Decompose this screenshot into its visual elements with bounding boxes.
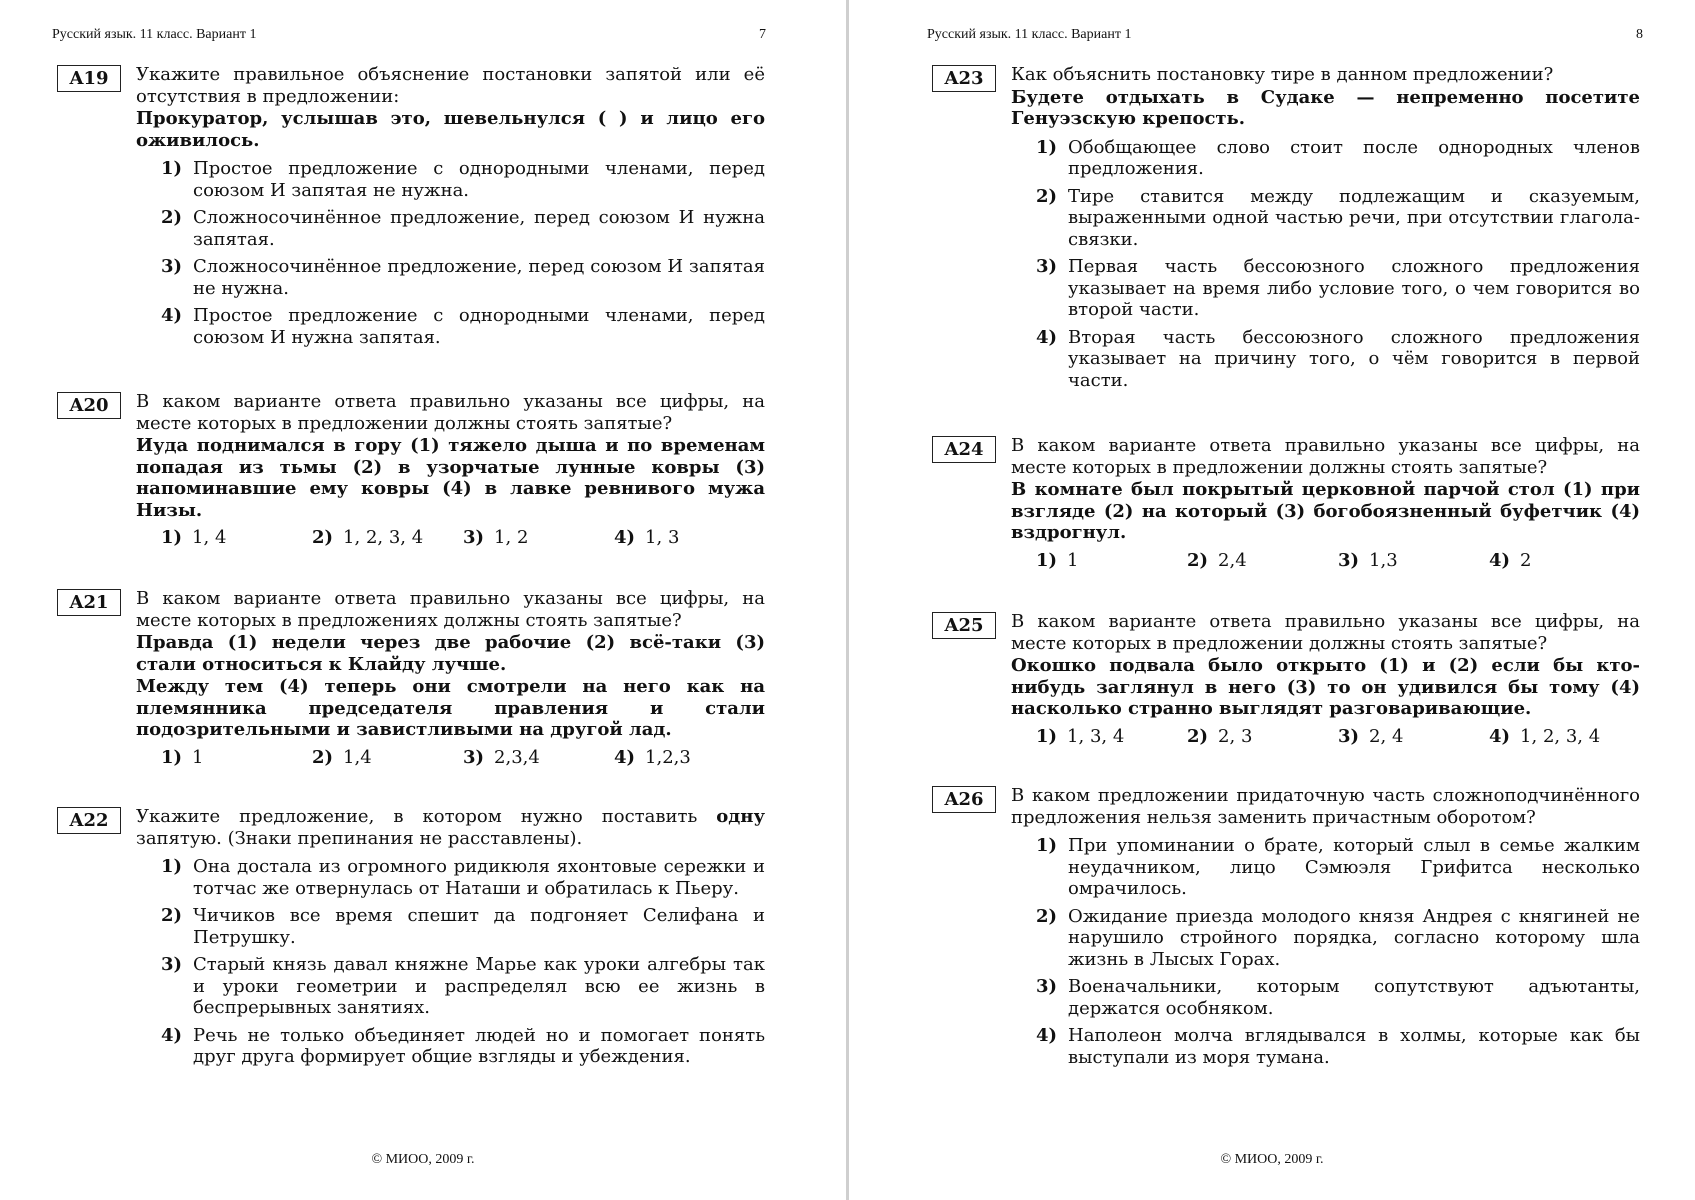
- option-number: 2): [1036, 185, 1058, 207]
- page-number: 7: [759, 27, 766, 42]
- option-number: 2): [312, 746, 334, 768]
- page-footer: © МИОО, 2009 г.: [1220, 1152, 1324, 1167]
- option-number: 4): [161, 1024, 183, 1046]
- answer-option[interactable]: [1036, 726, 1187, 748]
- answer-option[interactable]: [161, 747, 312, 769]
- answer-option[interactable]: [463, 527, 614, 549]
- option-text: 2, 4: [1369, 725, 1404, 747]
- option-number: 4): [1489, 549, 1511, 571]
- answer-option[interactable]: [1489, 550, 1640, 572]
- option-text: Она достала из огромного ридикюля яхонтовые сережки и тотчас же отвернулась от Наташи и обратилась к Пьеру.: [193, 856, 765, 899]
- option-text: Простое предложение с однородными членами, перед союзом И запятая не нужна.: [193, 158, 765, 201]
- answer-options-row: [136, 527, 765, 549]
- option-text: 2, 3: [1218, 725, 1253, 747]
- option-number: 3): [1036, 256, 1058, 277]
- header-title: Русский язык. 11 класс. Вариант 1: [52, 27, 257, 42]
- option-text: 1: [1067, 549, 1079, 571]
- answer-option[interactable]: [136, 856, 765, 899]
- page-header: [52, 27, 766, 43]
- option-number: 3): [1338, 549, 1360, 571]
- option-text: Старый князь давал княжне Марье как уроки алгебры так и уроки геометрии и распределял всю ее жизнь в беспрерывных занятиях.: [193, 954, 765, 1018]
- option-number: 2): [1187, 725, 1209, 747]
- task-number: A19: [57, 65, 121, 92]
- question-emphasis: одну: [716, 806, 765, 827]
- option-number: 3): [1338, 725, 1360, 747]
- header-title: Русский язык. 11 класс. Вариант 1: [927, 27, 1132, 42]
- option-text: Сложносочинённое предложение, перед союзом И запятая не нужна.: [193, 256, 765, 299]
- option-text: Военачальники, которым сопутствуют адъютанты, держатся особняком.: [1068, 976, 1640, 1019]
- page-left: [0, 0, 846, 1200]
- answer-option[interactable]: [1011, 327, 1640, 392]
- answer-option[interactable]: [136, 158, 765, 201]
- option-text: 1, 3: [645, 527, 680, 548]
- page-footer: © МИОО, 2009 г.: [371, 1152, 475, 1167]
- answer-option[interactable]: [1187, 726, 1338, 748]
- option-number: 1): [161, 527, 183, 548]
- option-number: 1): [161, 856, 183, 877]
- option-text: 1, 2: [494, 527, 529, 548]
- option-text: 1,4: [343, 746, 372, 768]
- task-sentence: Правда (1) недели через две рабочие (2) всё-таки (3) стали относиться к Клайду лучше.: [136, 632, 765, 675]
- option-text: 2: [1520, 549, 1532, 571]
- task-a20: [57, 391, 765, 549]
- option-number: 1): [1036, 725, 1058, 747]
- answer-option[interactable]: [1011, 186, 1640, 251]
- option-text: Тире ставится между подлежащим и сказуемым, выраженными одной частью речи, при отсутствии глагола-связки.: [1068, 185, 1640, 250]
- task-sentence: Прокуратор, услышав это, шевельнулся ( ) и лицо его оживилось.: [136, 108, 765, 151]
- answer-option[interactable]: [136, 256, 765, 299]
- answer-option[interactable]: [1011, 137, 1640, 180]
- option-text: Сложносочинённое предложение, перед союзом И нужна запятая.: [193, 207, 765, 250]
- answer-option[interactable]: [1338, 550, 1489, 572]
- option-text: При упоминании о брате, который слыл в семье жалким неудачником, лицо Сэмюэля Грифитса несколько омрачилось.: [1068, 835, 1640, 899]
- answer-option[interactable]: [136, 954, 765, 1019]
- page-number: 8: [1636, 27, 1643, 42]
- answer-option[interactable]: [312, 747, 463, 769]
- option-text: 2,3,4: [494, 746, 540, 768]
- answer-option[interactable]: [1036, 550, 1187, 572]
- question-text: Укажите предложение, в котором нужно поставить: [136, 806, 698, 827]
- option-number: 4): [1036, 326, 1058, 348]
- answer-option[interactable]: [1338, 726, 1489, 748]
- answer-option[interactable]: [614, 747, 765, 769]
- task-a25: [932, 611, 1640, 747]
- option-text: Наполеон молча вглядывался в холмы, которые как бы выступали из моря тумана.: [1068, 1025, 1640, 1068]
- option-number: 2): [161, 905, 183, 926]
- task-number: A24: [932, 436, 996, 463]
- task-question: В каком предложении придаточную часть сложноподчинённого предложения нельзя заменить причастным оборотом?: [1011, 785, 1640, 828]
- answer-option[interactable]: [1011, 976, 1640, 1019]
- option-number: 4): [161, 305, 183, 326]
- option-number: 4): [614, 746, 636, 768]
- option-number: 2): [1036, 905, 1058, 927]
- task-sentence-2: Между тем (4) теперь они смотрели на него как на племянника председателя правления и стали подозрительными и завистливыми на другой лад.: [136, 676, 765, 740]
- answer-option[interactable]: [312, 527, 463, 549]
- option-text: 1, 2, 3, 4: [1520, 725, 1601, 747]
- option-number: 3): [161, 954, 183, 975]
- option-text: Чичиков все время спешит да подгоняет Селифана и Петрушку.: [193, 905, 765, 948]
- option-number: 1): [1036, 549, 1058, 571]
- option-number: 3): [463, 746, 485, 768]
- option-number: 2): [1187, 549, 1209, 571]
- answer-option[interactable]: [1011, 1025, 1640, 1068]
- option-number: 4): [1036, 1025, 1058, 1046]
- answer-option[interactable]: [161, 527, 312, 549]
- task-question: В каком варианте ответа правильно указаны все цифры, на месте которых в предложениях должны стоять запятые?: [136, 588, 765, 631]
- task-sentence: Будете отдыхать в Судаке — непременно посетите Генуэзскую крепость.: [1011, 86, 1640, 129]
- answer-option[interactable]: [136, 1025, 765, 1068]
- option-number: 1): [1036, 835, 1058, 856]
- task-sentence: Окошко подвала было открыто (1) и (2) если бы кто-нибудь заглянул в него (3) то он удивился бы тому (4) насколько странно выглядят разговаривающие.: [1011, 655, 1640, 719]
- task-question: В каком варианте ответа правильно указаны все цифры, на месте которых в предложении должны стоять запятые?: [1011, 435, 1640, 478]
- option-number: 2): [161, 207, 183, 228]
- option-text: 1, 2, 3, 4: [343, 527, 424, 548]
- task-number: A20: [57, 392, 121, 419]
- answer-option[interactable]: [463, 747, 614, 769]
- task-a26: [932, 785, 1640, 1068]
- option-text: 2,4: [1218, 549, 1247, 571]
- page-header: [927, 27, 1643, 43]
- answer-option[interactable]: [614, 527, 765, 549]
- task-number: A23: [932, 65, 996, 92]
- answer-option[interactable]: [1011, 835, 1640, 900]
- option-text: 1,3: [1369, 549, 1398, 571]
- task-a19: [57, 64, 765, 348]
- task-question: Укажите правильное объяснение постановки запятой или её отсутствия в предложении:: [136, 64, 765, 107]
- option-number: 1): [161, 158, 183, 179]
- option-text: 1: [192, 746, 204, 768]
- task-sentence: В комнате был покрытый церковной парчой стол (1) при взгляде (2) на который (3) богобоязненный буфетчик (4) вздрогнул.: [1011, 479, 1640, 543]
- option-number: 3): [161, 256, 183, 277]
- option-text: Речь не только объединяет людей но и помогает понять друг друга формирует общие взгляды и убеждения.: [193, 1024, 765, 1067]
- answer-options-row: [136, 747, 765, 769]
- option-text: 1, 3, 4: [1067, 725, 1125, 747]
- answer-options-row: [1011, 550, 1640, 572]
- task-a24: [932, 435, 1640, 571]
- answer-option[interactable]: [1489, 726, 1640, 748]
- task-question: В каком варианте ответа правильно указаны все цифры, на месте которых в предложении должны стоять запятые?: [1011, 611, 1640, 654]
- option-text: Простое предложение с однородными членами, перед союзом И нужна запятая.: [193, 305, 765, 348]
- answer-option[interactable]: [136, 905, 765, 948]
- option-text: Первая часть бессоюзного сложного предложения указывает на время либо условие того, о чем говорится во второй части.: [1068, 256, 1640, 320]
- task-question: В каком варианте ответа правильно указаны все цифры, на месте которых в предложении должны стоять запятые?: [136, 391, 765, 434]
- answer-option[interactable]: [1011, 906, 1640, 971]
- option-number: 3): [1036, 976, 1058, 997]
- answer-options-row: [1011, 726, 1640, 748]
- task-number: A25: [932, 612, 996, 639]
- option-number: 2): [312, 527, 334, 548]
- task-sentence: Иуда поднимался в гору (1) тяжело дыша и по временам попадая из тьмы (2) в узорчатые лунные ковры (3) напоминавшие ему ковры (4) в лавке ревнивого мужа Низы.: [136, 435, 765, 521]
- option-text: 1,2,3: [645, 746, 691, 768]
- option-text: Обобщающее слово стоит после однородных членов предложения.: [1068, 136, 1640, 179]
- answer-option[interactable]: [1011, 256, 1640, 321]
- task-question: Как объяснить постановку тире в данном предложении?: [1011, 64, 1554, 85]
- task-a23: [932, 64, 1640, 391]
- answer-option[interactable]: [136, 207, 765, 250]
- option-number: 4): [1489, 725, 1511, 747]
- option-number: 1): [161, 746, 183, 768]
- option-text: Ожидание приезда молодого князя Андрея с княгиней не нарушило стройного порядка, согласно которому шла жизнь в Лысых Горах.: [1068, 905, 1640, 970]
- question-text: запятую. (Знаки препинания не расставлены).: [136, 827, 583, 849]
- option-text: 1, 4: [192, 527, 227, 548]
- task-question: [136, 806, 765, 849]
- option-number: 4): [614, 527, 636, 548]
- answer-option[interactable]: [136, 305, 765, 348]
- page-right: [849, 0, 1695, 1200]
- task-number: A21: [57, 589, 121, 616]
- answer-option[interactable]: [1187, 550, 1338, 572]
- option-text: Вторая часть бессоюзного сложного предложения указывает на причину того, о чём говорится в первой части.: [1068, 326, 1640, 391]
- task-a22: [57, 806, 765, 1068]
- task-number: A22: [57, 807, 121, 834]
- option-number: 1): [1036, 136, 1058, 158]
- task-a21: [57, 588, 765, 768]
- option-number: 3): [463, 527, 485, 548]
- task-number: A26: [932, 786, 996, 813]
